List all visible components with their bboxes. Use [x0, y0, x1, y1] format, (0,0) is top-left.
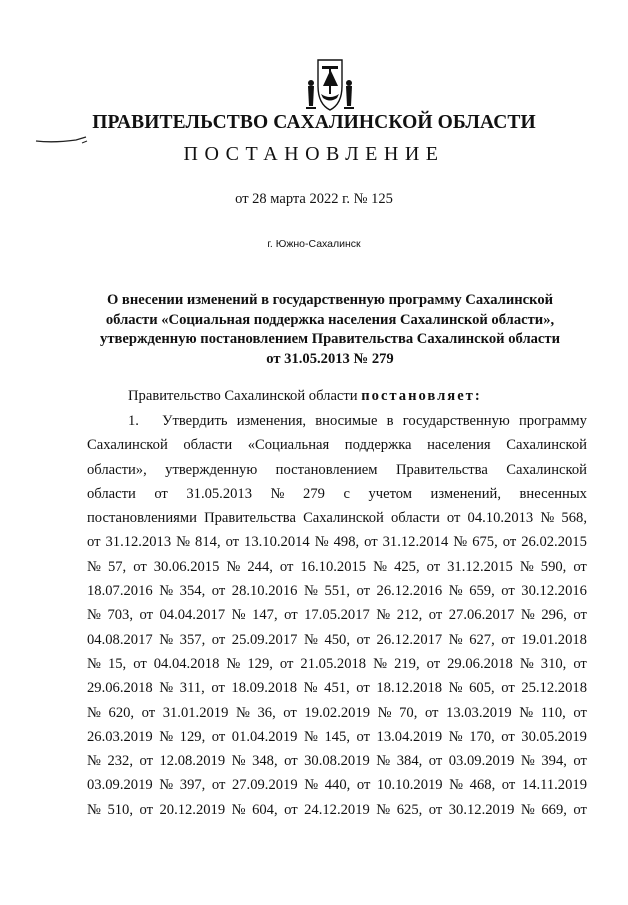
- paragraph-word: 279: [303, 485, 325, 502]
- paragraph-word: от: [446, 510, 461, 527]
- paragraph-word: №: [270, 485, 285, 502]
- paragraph-word: вносимые: [315, 413, 378, 429]
- paragraph-word: №: [159, 583, 174, 600]
- paragraph-word: изменений,: [430, 485, 501, 502]
- paragraph-word: №: [87, 753, 101, 770]
- paragraph-word: №: [303, 728, 318, 745]
- paragraph-word: 170,: [469, 728, 495, 745]
- paragraph-word: 814,: [195, 534, 221, 551]
- paragraph-word: №: [231, 753, 246, 770]
- paragraph-word: программу: [519, 413, 587, 429]
- paragraph-word: №: [87, 607, 101, 624]
- paragraph-word: 625,: [396, 801, 423, 818]
- government-title: ПРАВИТЕЛЬСТВО САХАЛИНСКОЙ ОБЛАСТИ: [92, 112, 536, 133]
- paragraph-word: 21.05.2018: [300, 655, 367, 672]
- paragraph-word: от: [283, 704, 297, 721]
- paragraph-word: №: [373, 558, 388, 575]
- paragraph-word: от: [284, 753, 298, 770]
- paragraph-word: №: [226, 558, 241, 575]
- paragraph-line: [87, 628, 587, 652]
- paragraph-word: от: [211, 631, 226, 648]
- paragraph-word: Правительства: [204, 510, 296, 527]
- document-type: ПОСТАНОВЛЕНИЕ: [183, 143, 445, 165]
- paragraph-word: 12.08.2019: [159, 753, 226, 770]
- paragraph-word: 510,: [107, 801, 133, 818]
- paragraph-word: 31.12.2015: [447, 558, 513, 575]
- paragraph-word: №: [159, 680, 174, 697]
- paragraph-word: 145,: [324, 728, 350, 745]
- paragraph-word: 384,: [396, 753, 423, 770]
- paragraph-line: [87, 555, 587, 579]
- paragraph-word: №: [376, 607, 391, 624]
- paragraph-word: внесенных: [519, 485, 587, 502]
- paragraph-word: 590,: [540, 558, 567, 575]
- paragraph-word: населения: [427, 437, 491, 454]
- paragraph-word: от: [424, 704, 439, 721]
- paragraph-word: от: [356, 728, 370, 745]
- paragraph-word: от: [502, 534, 517, 551]
- lead-text: Правительство Сахалинской области: [128, 388, 358, 404]
- paragraph-word: 29.06.2018: [87, 680, 153, 697]
- paragraph-word: 26.12.2016: [376, 583, 443, 600]
- paragraph-line: [87, 579, 587, 603]
- paragraph-line: [87, 603, 587, 627]
- paragraph-word: постановлением: [275, 461, 378, 478]
- paragraph-word: №: [303, 631, 318, 648]
- paragraph-word: №: [303, 680, 318, 697]
- paragraph-word: 30.12.2016: [521, 583, 587, 600]
- paragraph-word: 450,: [324, 631, 350, 648]
- paragraph-word: 675,: [472, 534, 498, 551]
- paragraph-word: 26.02.2015: [521, 534, 587, 551]
- paragraph-word: 568,: [561, 510, 587, 527]
- paragraph-word: №: [176, 534, 191, 551]
- paragraph-word: от: [501, 631, 515, 648]
- paragraph-word: №: [453, 534, 468, 551]
- paragraph-word: от: [573, 753, 587, 770]
- paragraph-word: от: [225, 534, 240, 551]
- paragraph-line: [87, 773, 587, 797]
- paragraph-word: от: [279, 558, 294, 575]
- paragraph-word: от: [356, 631, 370, 648]
- paragraph-line: [87, 482, 587, 506]
- paragraph-word: от: [501, 680, 515, 697]
- paragraph-word: от: [154, 485, 168, 502]
- paragraph-word: 397,: [179, 777, 206, 794]
- paragraph-word: 357,: [179, 631, 206, 648]
- paragraph-word: 24.12.2019: [304, 801, 370, 818]
- paragraph-word: учетом: [368, 485, 413, 502]
- paragraph-word: от: [133, 558, 147, 575]
- paragraph-word: №: [520, 607, 535, 624]
- paragraph-line: [87, 433, 587, 457]
- paragraph-word: от: [211, 680, 225, 697]
- paragraph-word: Сахалинской: [506, 437, 587, 454]
- paragraph-word: от: [501, 777, 516, 794]
- paragraph-word: №: [304, 777, 319, 794]
- paragraph-word: №: [314, 534, 329, 551]
- paragraph-word: «Социальная: [247, 437, 330, 454]
- paragraph-word: 17.05.2017: [304, 607, 370, 624]
- paragraph-word: №: [519, 558, 534, 575]
- paragraph-word: №: [226, 655, 241, 672]
- paragraph-word: 57,: [107, 558, 127, 575]
- paragraph-word: 20.12.2019: [159, 801, 226, 818]
- paragraph-word: от: [284, 607, 298, 624]
- paragraph-word: 659,: [469, 583, 495, 600]
- document-date-number: от 28 марта 2022 г. № 125: [235, 191, 393, 207]
- paragraph-word: №: [449, 777, 464, 794]
- paragraph-word: №: [231, 801, 246, 818]
- paragraph-word: 605,: [469, 680, 495, 697]
- paragraph-word: 04.08.2017: [87, 631, 153, 648]
- paragraph-word: 13.03.2019: [446, 704, 512, 721]
- paragraph-word: 10.10.2019: [376, 777, 443, 794]
- paragraph-word: 04.10.2013: [467, 510, 534, 527]
- paragraph-word: 703,: [107, 607, 133, 624]
- paragraph-word: от: [501, 583, 515, 600]
- paragraph-line: [87, 701, 587, 725]
- paragraph-word: 25.12.2018: [521, 680, 587, 697]
- paragraph-word: государственную: [402, 413, 510, 429]
- paragraph-word: 551,: [324, 583, 350, 600]
- paragraph-line: [87, 409, 587, 433]
- paragraph-word: 27.09.2019: [231, 777, 298, 794]
- paragraph-word: 627,: [469, 631, 495, 648]
- paragraph-word: 18.07.2016: [87, 583, 153, 600]
- paragraph-line: [87, 725, 587, 749]
- paragraph-word: от: [279, 655, 294, 672]
- subject-line: от 31.05.2013 № 279: [266, 350, 394, 367]
- paragraph-line: [87, 530, 587, 554]
- paragraph-word: 36,: [257, 704, 276, 721]
- paragraph-word: 498,: [333, 534, 360, 551]
- paragraph-word: изменения,: [236, 413, 307, 429]
- paragraph-word: 296,: [541, 607, 567, 624]
- paragraph-word: от: [87, 534, 101, 551]
- paragraph-word: области: [390, 510, 440, 527]
- paragraph-word: от: [356, 777, 371, 794]
- paragraph-word: 425,: [394, 558, 420, 575]
- paragraph-word: 26.12.2017: [376, 631, 443, 648]
- paragraph-word: 604,: [252, 801, 278, 818]
- subject-line: О внесении изменений в государственную программу Сахалинской: [106, 292, 554, 308]
- paragraph-line: [87, 749, 587, 773]
- document-subject: [80, 291, 580, 369]
- paragraph-word: от: [501, 728, 515, 745]
- paragraph-word: 19.01.2018: [521, 631, 587, 648]
- paragraph-word: от: [428, 753, 443, 770]
- paragraph-word: от: [133, 655, 147, 672]
- paragraph-word: 31.05.2013: [186, 485, 253, 502]
- paragraph-word: 25.09.2017: [231, 631, 298, 648]
- paragraph-word: в: [386, 413, 394, 429]
- paragraph-word: 129,: [247, 655, 273, 672]
- coat-of-arms-icon: [300, 56, 360, 114]
- paragraph-word: №: [377, 704, 392, 721]
- paragraph-word: 620,: [108, 704, 135, 721]
- paragraph-1: [87, 409, 587, 822]
- paragraph-word: от: [428, 801, 443, 818]
- paragraph-word: 129,: [179, 728, 206, 745]
- paragraph-word: №: [159, 777, 174, 794]
- lead-sentence: [128, 388, 482, 405]
- paragraph-word: Сахалинской: [87, 437, 168, 454]
- paragraph-word: от: [573, 558, 587, 575]
- paragraph-word: 03.09.2019: [87, 777, 153, 794]
- paragraph-word: Сахалинской: [303, 510, 384, 527]
- paragraph-word: №: [519, 704, 534, 721]
- paragraph-word: от: [573, 704, 587, 721]
- paragraph-word: №: [235, 704, 250, 721]
- paragraph-word: 18.09.2018: [231, 680, 298, 697]
- paragraph-word: 31.01.2019: [162, 704, 229, 721]
- paragraph-word: 669,: [541, 801, 567, 818]
- paragraph-word: области: [87, 485, 136, 502]
- paragraph-word: 348,: [252, 753, 278, 770]
- paragraph-word: №: [87, 801, 101, 818]
- paragraph-word: 19.02.2019: [304, 704, 371, 721]
- paragraph-word: 70,: [399, 704, 418, 721]
- paragraph-word: №: [87, 655, 101, 672]
- item-number: 1.: [128, 413, 139, 429]
- paragraph-word: 04.04.2017: [159, 607, 226, 624]
- paragraph-word: №: [159, 728, 174, 745]
- paragraph-word: утвержденную: [165, 461, 258, 478]
- paragraph-word: №: [448, 583, 463, 600]
- paragraph-word: №: [87, 704, 101, 721]
- paragraph-word: 15,: [107, 655, 127, 672]
- paragraph-word: 01.04.2019: [231, 728, 298, 745]
- paragraph-word: 18.12.2018: [376, 680, 443, 697]
- paragraph-word: 354,: [179, 583, 206, 600]
- paragraph-word: №: [376, 753, 391, 770]
- paragraph-word: 13.10.2014: [244, 534, 310, 551]
- paragraph-word: 212,: [396, 607, 423, 624]
- paragraph-word: от: [573, 655, 587, 672]
- paragraph-word: №: [448, 631, 463, 648]
- document-city: г. Южно-Сахалинск: [267, 238, 361, 250]
- paragraph-word: №: [373, 655, 388, 672]
- paragraph-line: [87, 676, 587, 700]
- paragraph-word: 14.11.2019: [521, 777, 587, 794]
- paragraph-word: от: [573, 801, 587, 818]
- subject-line: области «Социальная поддержка населения Сахалинской области»,: [105, 311, 555, 328]
- paragraph-word: №: [520, 753, 535, 770]
- paragraph-word: постановлениями: [87, 510, 197, 527]
- paragraph-word: 29.06.2018: [447, 655, 513, 672]
- paragraph-word: от: [211, 583, 226, 600]
- paragraph-line: [87, 458, 587, 482]
- paragraph-word: 232,: [107, 753, 133, 770]
- paragraph-word: Сахалинской: [506, 461, 587, 478]
- paragraph-word: Правительства: [395, 461, 488, 478]
- paragraph-word: 30.08.2019: [304, 753, 370, 770]
- paragraph-word: области: [183, 437, 233, 454]
- paragraph-word: 451,: [324, 680, 350, 697]
- paragraph-word: 147,: [252, 607, 278, 624]
- paragraph-word: 110,: [540, 704, 566, 721]
- paragraph-word: от: [211, 777, 226, 794]
- paragraph-word: 27.06.2017: [448, 607, 515, 624]
- paragraph-word: 28.10.2016: [231, 583, 298, 600]
- paragraph-word: от: [573, 607, 587, 624]
- paragraph-line: [87, 652, 587, 676]
- paragraph-word: 31.12.2013: [105, 534, 172, 551]
- paragraph-word: №: [540, 510, 555, 527]
- paragraph-word: №: [87, 558, 101, 575]
- paragraph-word: от: [139, 753, 153, 770]
- subject-line: утвержденную постановлением Правительства Сахалинской области: [100, 331, 560, 347]
- paragraph-word: №: [376, 801, 391, 818]
- paragraph-word: 394,: [541, 753, 567, 770]
- paragraph-word: 30.06.2015: [153, 558, 220, 575]
- paragraph-word: 16.10.2015: [300, 558, 367, 575]
- paragraph-word: №: [159, 631, 174, 648]
- paragraph-word: 440,: [324, 777, 351, 794]
- paragraph-word: 04.04.2018: [153, 655, 220, 672]
- paragraph-word: 13.04.2019: [376, 728, 443, 745]
- paragraph-word: №: [448, 680, 463, 697]
- paragraph-word: от: [356, 680, 370, 697]
- lead-action: постановляет:: [361, 388, 482, 404]
- paragraph-word: от: [139, 607, 153, 624]
- paragraph-word: №: [520, 801, 535, 818]
- paragraph-line: [87, 506, 587, 530]
- paragraph-word: поддержка: [344, 437, 412, 454]
- paragraph-word: от: [364, 534, 378, 551]
- paragraph-word: 219,: [394, 655, 420, 672]
- paragraph-word: 30.12.2019: [448, 801, 515, 818]
- paragraph-word: 310,: [540, 655, 567, 672]
- paragraph-word: №: [231, 607, 246, 624]
- paragraph-word: 31.12.2014: [382, 534, 449, 551]
- paragraph-word: №: [448, 728, 463, 745]
- paragraph-word: 03.09.2019: [448, 753, 515, 770]
- paragraph-word: от: [426, 655, 441, 672]
- paragraph-word: 468,: [469, 777, 496, 794]
- paragraph-word: от: [426, 558, 441, 575]
- paragraph-word: от: [428, 607, 443, 624]
- paragraph-word: Утвердить: [162, 413, 228, 429]
- paragraph-word: №: [303, 583, 318, 600]
- paragraph-word: 244,: [247, 558, 273, 575]
- paragraph-word: с: [343, 485, 350, 502]
- paragraph-word: 311,: [179, 680, 205, 697]
- paragraph-word: 30.05.2019: [521, 728, 587, 745]
- paragraph-word: от: [211, 728, 226, 745]
- paragraph-word: 26.03.2019: [87, 728, 153, 745]
- paragraph-word: от: [356, 583, 370, 600]
- paragraph-word: №: [519, 655, 534, 672]
- paragraph-word: от: [141, 704, 156, 721]
- paragraph-word: от: [284, 801, 298, 818]
- paragraph-word: от: [139, 801, 153, 818]
- paragraph-word: области»,: [87, 461, 147, 478]
- paragraph-line: [87, 798, 587, 822]
